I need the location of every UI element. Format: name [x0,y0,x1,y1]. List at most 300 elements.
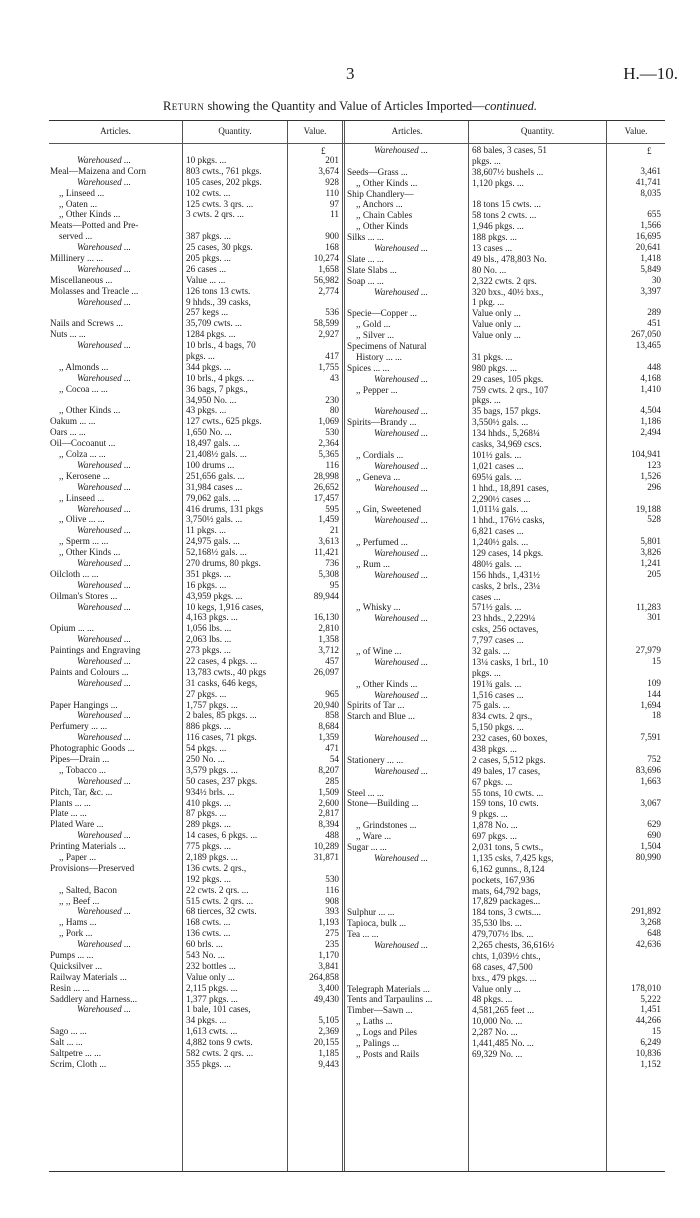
column-divider-double [342,121,345,1171]
article-name: Spirits of Tar ... [347,700,405,711]
article-name: Warehoused ... [374,373,428,384]
article-quantity: pkgs. ... [472,667,501,678]
article-value [607,155,664,166]
article-quantity: 18 tons 15 cwts. ... [472,199,541,210]
article-value: 2,927 [318,329,339,340]
article-name: Meats—Potted and Pre- [50,220,139,231]
article-value: 1,755 [318,361,339,372]
article-name: ,, Oaten ... [59,198,98,209]
article-value: 17,457 [313,492,339,503]
article-quantity: 6,821 cases ... [472,526,524,537]
article-quantity: 232 bottles ... [186,960,236,971]
article-value [288,220,342,231]
table-header [49,121,665,144]
article-name: Ship Chandlery— [347,188,414,199]
article-quantity: 320 bxs., 40½ bxs., [472,286,544,297]
article-name: Nuts ... ... [50,329,86,340]
article-value: 49,430 [313,993,339,1004]
article-value: 1,663 [640,775,661,786]
article-quantity [183,220,286,231]
article-quantity: 101½ gals. ... [472,449,522,460]
article-name: Warehoused ... [374,243,428,254]
article-quantity: 26 cases ... [186,263,227,274]
article-value: 5,849 [640,263,661,274]
article-quantity: 2,287 No. ... [472,1027,518,1038]
article-value: 10,289 [313,841,339,852]
article-name: Warehoused ... [374,733,428,744]
article-value: 1,504 [640,841,661,852]
article-quantity: 52,168½ gals. ... [186,547,247,558]
article-value: 2,810 [318,623,339,634]
article-name: Tapioca, bulk ... [347,918,407,929]
article-name: Nails and Screws ... [50,318,123,329]
article-value: 393 [325,906,339,917]
article-quantity: casks, 34,969 cscs. [472,439,542,450]
article-value: 235 [325,939,339,950]
article-value: 1,358 [318,634,339,645]
article-value [288,863,342,874]
right-value-column [607,155,664,1070]
article-quantity: 10 brls., 4 pkgs. ... [186,372,254,383]
article-name [346,973,467,984]
article-quantity: 126 tons 13 cwts. [186,285,251,296]
article-name: Warehoused ... [77,296,131,307]
article-value [607,896,664,907]
header-articles-right: Articles. [391,126,423,136]
article-value: 80,990 [635,852,661,862]
article-quantity: 515 cwts. 2 qrs. ... [186,895,254,906]
article-quantity: cases ... [472,591,501,602]
article-quantity: 697 pkgs. ... [472,831,517,842]
article-value: 965 [325,688,339,699]
article-value: 267,050 [631,329,661,340]
caption-text: showing the Quantity and Value of Articles Imported— [204,99,485,113]
article-value: 736 [325,557,339,568]
article-name: Warehoused ... [77,677,131,688]
article-name [346,156,467,167]
article-name: Warehoused ... [374,689,428,700]
article-quantity: Value only ... [472,983,521,994]
article-quantity: 1,056 lbs. ... [186,623,232,634]
article-value: 3,461 [640,165,661,176]
article-quantity: 58 tons 2 cwts. ... [472,210,537,221]
article-name: Warehoused ... [374,515,428,526]
article-quantity: 582 cwts. 2 qrs. ... [186,1048,254,1059]
article-value: 2,364 [318,438,339,449]
article-quantity: 13,783 cwts., 40 pkgs [186,666,267,677]
article-value: 3,400 [318,982,339,993]
article-quantity: 43,959 pkgs. ... [186,590,243,601]
article-quantity: 2,031 tons, 5 cwts., [472,842,544,852]
article-quantity: 79,062 gals. ... [186,492,240,503]
article-quantity: 102 cwts. ... [186,187,231,198]
article-quantity: 159 tons, 10 cwts. [472,798,539,809]
article-quantity: 438 pkgs. ... [472,743,517,754]
article-value: 1,069 [318,416,339,427]
article-name: ,, Logs and Piles [356,1027,417,1038]
article-value [607,395,664,406]
article-value: 275 [325,928,339,939]
caption-lead: Return [162,99,205,113]
article-name [346,951,467,962]
page-number: 3 [346,64,355,83]
article-name: ,, Anchors ... [356,199,403,210]
article-name: Provisions—Preserved [50,862,135,873]
article-value [607,808,664,819]
article-quantity: Value only ... [472,319,521,330]
article-quantity: 2,063 lbs. ... [186,634,232,645]
article-name [346,777,467,788]
article-value: 448 [647,361,661,372]
article-value: 201 [325,155,339,165]
article-quantity: 1,946 pkgs. ... [472,221,524,232]
article-name: ,, Palings ... [356,1038,400,1049]
article-name: Oilman's Stores ... [50,590,118,601]
article-name: Spirits—Brandy ... [347,417,417,428]
article-quantity: 10 brls., 4 bags, 70 [186,340,256,351]
article-value [607,667,664,678]
article-quantity: 23 hhds., 2,229¼ [472,613,536,624]
article-quantity: 184 tons, 3 cwts.... [472,907,541,918]
article-quantity: 4,163 pkgs. ... [186,612,238,623]
article-value: 900 [325,231,339,242]
article-value: 928 [325,176,339,187]
article-name: Warehoused ... [77,732,131,743]
article-name: Warehoused ... [77,579,131,590]
article-value: 289 [647,307,661,318]
article-value [288,602,342,613]
article-value [607,787,664,798]
article-value: 5,105 [318,1015,339,1026]
article-name: Pipes—Drain ... [50,753,110,764]
article-quantity: 87 pkgs. ... [186,808,227,819]
article-name: Quicksilver ... [50,960,103,971]
article-name: ,, Gold ... [356,319,391,330]
article-quantity: 67 pkgs. ... [472,776,513,787]
article-name: History ... ... [356,351,402,362]
article-name: Paints and Colours ... [50,666,129,677]
article-quantity: 759 cwts. 2 qrs., 107 [472,384,549,395]
article-name [49,1015,180,1026]
article-quantity: 775 pkgs. ... [186,841,231,852]
article-quantity: 695¼ gals. ... [472,471,522,482]
article-quantity: 980 pkgs. ... [472,362,517,373]
article-quantity: 17,829 packages... [472,896,541,907]
article-name: Warehoused ... [77,459,131,470]
article-value [607,743,664,754]
article-value: 26,097 [313,666,339,677]
article-value: 291,892 [631,906,661,917]
article-value: 1,193 [318,917,339,928]
article-name: Photographic Goods ... [50,743,135,754]
article-quantity: 934½ brls. ... [186,786,235,797]
article-name: ,, Other Kinds ... [59,209,121,220]
header-value-right: Value. [624,126,648,136]
article-quantity: 6,162 gunns., 8,124 [472,863,545,874]
article-value: 1,509 [318,786,339,797]
article-value: 1,185 [318,1048,339,1059]
article-value: 205 [647,568,661,579]
article-quantity: 10,000 No. ... [472,1016,523,1027]
article-value: 5,365 [318,449,339,460]
article-quantity: 2,290½ cases ... [472,493,531,504]
article-quantity: 351 pkgs. ... [186,568,231,579]
article-name [346,896,467,907]
article-quantity: 27 pkgs. ... [186,688,227,699]
article-quantity: bxs., 479 pkgs. ... [472,972,537,983]
article-value: 1,459 [318,514,339,525]
article-quantity: pkgs. ... [472,395,501,406]
article-value: 8,207 [318,764,339,775]
article-name: Sulphur ... ... [347,907,395,918]
article-name: Warehoused ... [374,482,428,493]
article-name [346,526,467,537]
article-quantity: 1,011¼ gals. ... [472,504,528,515]
article-quantity: 344 pkgs. ... [186,361,231,372]
article-name: Printing Materials ... [50,841,126,852]
article-quantity: 69,329 No. ... [472,1048,523,1059]
currency-mark-right: £ [647,146,652,156]
article-name: Warehoused ... [77,340,131,351]
article-quantity: 1 bale, 101 cases, [186,1004,251,1015]
article-quantity: 127 cwts., 625 pkgs. [186,416,262,427]
article-name: Warehoused ... [77,830,131,841]
article-name: Silks ... ... [347,232,384,243]
article-value: 21 [329,525,339,536]
header-quantity-left: Quantity. [218,126,252,136]
currency-mark-left: £ [321,146,326,156]
article-value: 18 [651,710,661,721]
article-value: 15 [651,1026,661,1037]
article-value: 1,658 [318,263,339,274]
article-name: Warehoused ... [77,906,131,917]
article-quantity: 16 pkgs. ... [186,579,227,590]
article-name: Warehoused ... [77,525,131,536]
article-quantity: 2,322 cwts. 2 qrs. [472,275,537,286]
article-value: 41,741 [635,176,661,187]
article-name: Warehoused ... [77,939,131,950]
article-value: 16,130 [313,612,339,623]
article-value: 530 [325,873,339,884]
article-value: 3,613 [318,536,339,547]
article-quantity: Value ... ... [186,274,226,285]
article-name: Perfumery ... ... [50,721,108,732]
article-value: 110 [325,187,339,198]
article-quantity: 43 pkgs. ... [186,405,227,416]
article-quantity: 50 cases, 237 pkgs. [186,775,258,786]
article-quantity: 49 bls., 478,803 No. [472,253,547,264]
article-value: 858 [325,710,339,721]
article-quantity: Value only ... [186,971,235,982]
article-quantity: 257 kegs ... [186,307,229,318]
article-value: 2,369 [318,1026,339,1037]
article-name: Scrim, Cloth ... [50,1058,107,1069]
article-name: Pitch, Tar, &c. ... [50,786,113,797]
article-name: ,, Sperm ... ... [59,536,109,547]
article-value: 536 [325,307,339,318]
article-name [346,744,467,755]
article-quantity: 1 pkg. ... [472,297,505,308]
article-name: Warehoused ... [374,547,428,558]
article-value: 629 [647,819,661,830]
article-quantity: 270 drums, 80 pkgs. [186,557,261,568]
article-name: Warehoused ... [77,601,131,612]
article-quantity: 13 cases ... [472,243,513,254]
article-quantity: 355 pkgs. ... [186,1058,231,1069]
article-name: ,, Colza ... ... [59,449,106,460]
article-value [288,384,342,395]
article-quantity: 543 No. ... [186,950,225,961]
article-value [607,591,664,602]
article-value: 97 [329,198,339,209]
article-quantity: 22 cases, 4 pkgs. ... [186,655,258,666]
article-name [49,874,180,885]
article-name: ,, Cocoa ... ... [59,383,108,394]
article-name: ,, Pork ... [59,928,93,939]
article-quantity: 188 pkgs. ... [472,232,517,243]
article-name: Warehoused ... [374,569,428,580]
article-name [49,351,180,362]
article-quantity: 35,530 lbs. ... [472,918,522,929]
article-name: Paintings and Engraving [50,645,141,656]
article-value: 42,636 [635,939,661,950]
article-quantity: 136 cwts. 2 qrs., [186,862,247,873]
article-value: 20,940 [313,699,339,710]
article-name: ,, Other Kinds ... [59,547,121,558]
article-name [49,395,180,406]
article-quantity: 9 pkgs. ... [472,809,508,820]
article-quantity: 3,579 pkgs. ... [186,764,238,775]
header-quantity-right: Quantity. [520,126,555,136]
article-quantity: 68 cases, 47,500 [472,961,533,972]
right-quantity-column [469,145,605,1060]
article-quantity: Value only ... [472,330,521,341]
article-value: 471 [325,743,339,754]
article-value: 528 [647,514,661,525]
article-name: Specie—Copper ... [347,308,417,319]
article-name: Warehoused ... [77,372,131,383]
article-quantity: 4,882 tons 9 cwts. [186,1037,253,1048]
article-quantity: 22 cwts. 2 qrs. ... [186,884,249,895]
article-value: 19,188 [635,503,661,514]
article-name: ,, Hams ... [59,917,97,928]
article-value: 9,443 [318,1058,339,1069]
article-quantity: 29 cases, 105 pkgs. [472,373,544,384]
article-name: Plate ... ... [50,808,87,819]
article-quantity: pockets, 167,936 [472,874,535,885]
table-caption [0,99,700,114]
article-name [346,668,467,679]
article-name: ,, Laths ... [356,1016,393,1027]
article-value: 1,170 [318,950,339,961]
article-quantity: 80 No. ... [472,264,507,275]
article-quantity: casks, 2 brls., 23¼ [472,580,541,591]
article-quantity: 31 pkgs. ... [472,351,513,362]
article-value [288,1004,342,1015]
article-value: 43 [329,372,339,383]
article-value: 451 [647,318,661,329]
article-name: Warehoused ... [374,852,428,863]
article-name: ,, Kerosene ... [59,470,110,481]
article-value: 16,695 [635,231,661,242]
article-name: ,, Other Kinds [356,221,409,232]
article-quantity: 1,120 pkgs. ... [472,177,524,188]
article-value [607,493,664,504]
article-value: 54 [329,753,339,764]
article-value: 8,035 [640,187,661,198]
article-value: 752 [647,753,661,764]
article-name: Warehoused ... [77,1004,131,1015]
article-quantity: 191¾ gals. ... [472,678,522,689]
article-name: Paper Hangings ... [50,699,118,710]
article-name [346,439,467,450]
article-name: ,, Other Kinds ... [356,678,418,689]
article-quantity: 3,750½ gals. ... [186,514,243,525]
article-value: 4,168 [640,372,661,383]
article-quantity: 1,878 No. ... [472,820,518,831]
article-name: ,, Ware ... [356,831,392,842]
article-name: Saltpetre ... ... [50,1048,102,1059]
article-value: 1,186 [640,416,661,427]
article-name: ,, Salted, Bacon [59,884,117,895]
article-value: 3,826 [640,547,661,558]
article-quantity: 1,441,485 No. ... [472,1038,534,1049]
article-name: Starch and Blue ... [347,711,415,722]
article-value [607,525,664,536]
article-quantity: 18,497 gals. ... [186,438,240,449]
article-name: Warehoused ... [374,286,428,297]
article-value: 3,268 [640,917,661,928]
article-value: 3,674 [318,165,339,176]
article-name: Warehoused ... [374,406,428,417]
article-value: 10,274 [313,253,339,264]
article-quantity: 54 pkgs. ... [186,743,227,754]
article-name [346,297,467,308]
article-quantity: 105 cases, 202 pkgs. [186,176,262,187]
article-quantity: 2,265 chests, 36,616½ [472,940,555,951]
article-quantity: 834 cwts. 2 qrs., [472,711,533,722]
article-name: ,, ,, Beef ... [59,895,100,906]
article-quantity: 250 No. ... [186,753,225,764]
article-name [49,307,180,318]
article-quantity: 205 pkgs. ... [186,253,231,264]
article-name [346,635,467,646]
article-name: ,, Chain Cables [356,210,413,221]
article-value: 3,841 [318,960,339,971]
article-value: 5,801 [640,536,661,547]
article-value: 89,944 [313,590,339,601]
article-name: Specimens of Natural [347,341,427,352]
article-quantity: 156 hhds., 1,431½ [472,569,540,580]
article-name: ,, Linseed ... [59,187,105,198]
article-quantity: 31 casks, 646 kegs, [186,677,258,688]
article-value: 4,504 [640,405,661,416]
article-value: 5,222 [640,993,661,1004]
article-quantity: 416 drums, 131 pkgs [186,503,264,514]
article-quantity [469,189,605,200]
article-quantity: 1,650 No. ... [186,427,232,438]
article-quantity: 1,757 pkgs. ... [186,699,238,710]
article-name: Warehoused ... [77,557,131,568]
article-quantity: 2 bales, 85 pkgs. ... [186,710,257,721]
article-value: 908 [325,895,339,906]
article-quantity: 60 brls. ... [186,939,223,950]
article-name: Oars ... ... [50,427,86,438]
article-quantity: 2,189 pkgs. ... [186,852,238,862]
article-quantity: 168 cwts. ... [186,917,231,928]
article-name: Timber—Sawn ... [347,1005,413,1016]
article-quantity: 1,135 csks, 7,425 kgs, [472,852,554,863]
